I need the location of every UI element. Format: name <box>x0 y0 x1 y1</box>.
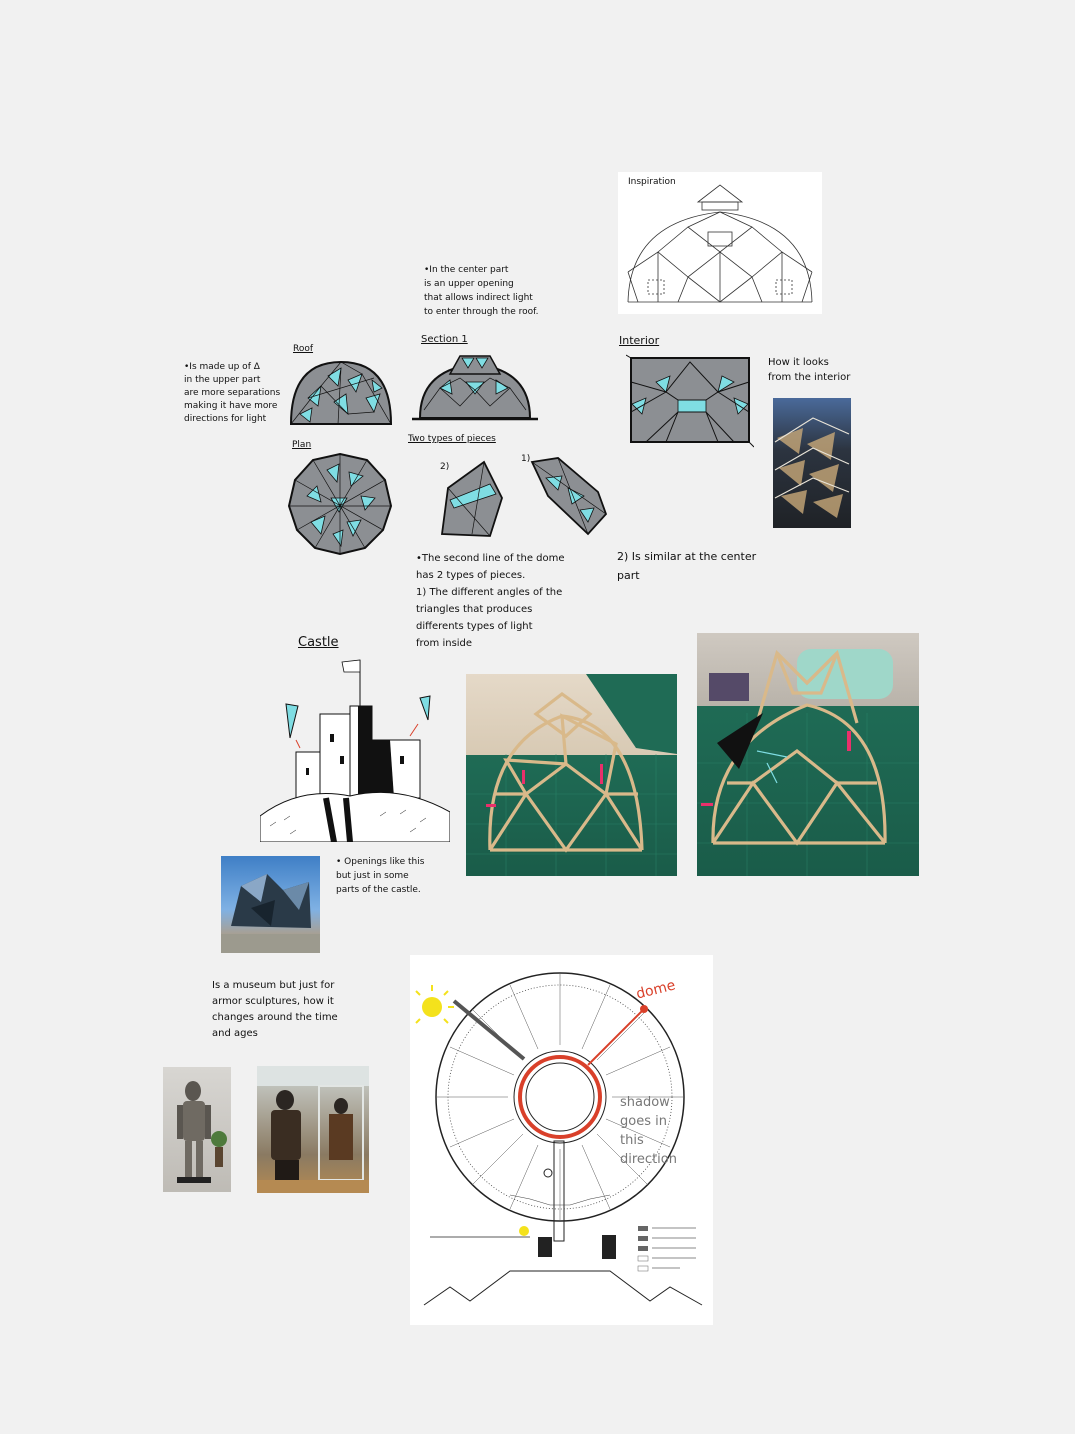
roof-note: •Is made up of Δ in the upper part are more separations making it have more directions for light <box>184 362 281 424</box>
castle-drawing <box>260 656 450 842</box>
section-label: Section 1 <box>421 334 468 345</box>
section-dome-drawing <box>410 350 540 422</box>
interior-label: Interior <box>619 334 660 347</box>
plan-label: Plan <box>292 440 312 450</box>
interior-note: How it looks from the interior <box>768 357 851 383</box>
armor-photo-2 <box>257 1066 369 1193</box>
pieces-label: Two types of pieces <box>408 434 496 444</box>
roof-label: Roof <box>293 344 314 354</box>
armor-photo-1 <box>163 1067 231 1192</box>
interior-building-photo <box>773 398 851 528</box>
inspiration-panel <box>618 172 822 314</box>
site-plan-dome-label: dome <box>634 977 678 1003</box>
pieces-num-1: 1) <box>521 454 531 464</box>
castle-openings-note: • Openings like this but just in some parts of the castle. <box>336 857 425 895</box>
plan-drawing <box>287 452 393 556</box>
site-plan-shadow-note: shadow goes in this direction <box>620 1095 677 1167</box>
roof-dome-drawing <box>288 358 394 428</box>
museum-note: Is a museum but just for armor sculptures, how it changes around the time and ages <box>212 980 338 1039</box>
pieces-num-2: 2) <box>440 462 450 472</box>
section-note: •In the center part is an upper opening that allows indirect light to enter through the roof. <box>424 265 539 317</box>
model-photo-2 <box>697 633 919 876</box>
pieces-note-2: 2) Is similar at the center part <box>617 550 757 582</box>
interior-drawing <box>626 352 754 450</box>
piece-type-1-drawing <box>528 456 608 536</box>
castle-label: Castle <box>298 635 339 650</box>
site-plan-panel <box>410 955 713 1325</box>
pieces-note: •The second line of the dome has 2 types of pieces. 1) The different angles of the triangles that produces differents types of light from inside <box>416 553 565 649</box>
piece-type-2-drawing <box>438 460 504 538</box>
inspiration-label: Inspiration <box>628 177 676 187</box>
model-photo-1 <box>466 674 677 876</box>
museum-building-photo <box>221 856 320 953</box>
inspiration-dome-sketch <box>618 182 822 314</box>
